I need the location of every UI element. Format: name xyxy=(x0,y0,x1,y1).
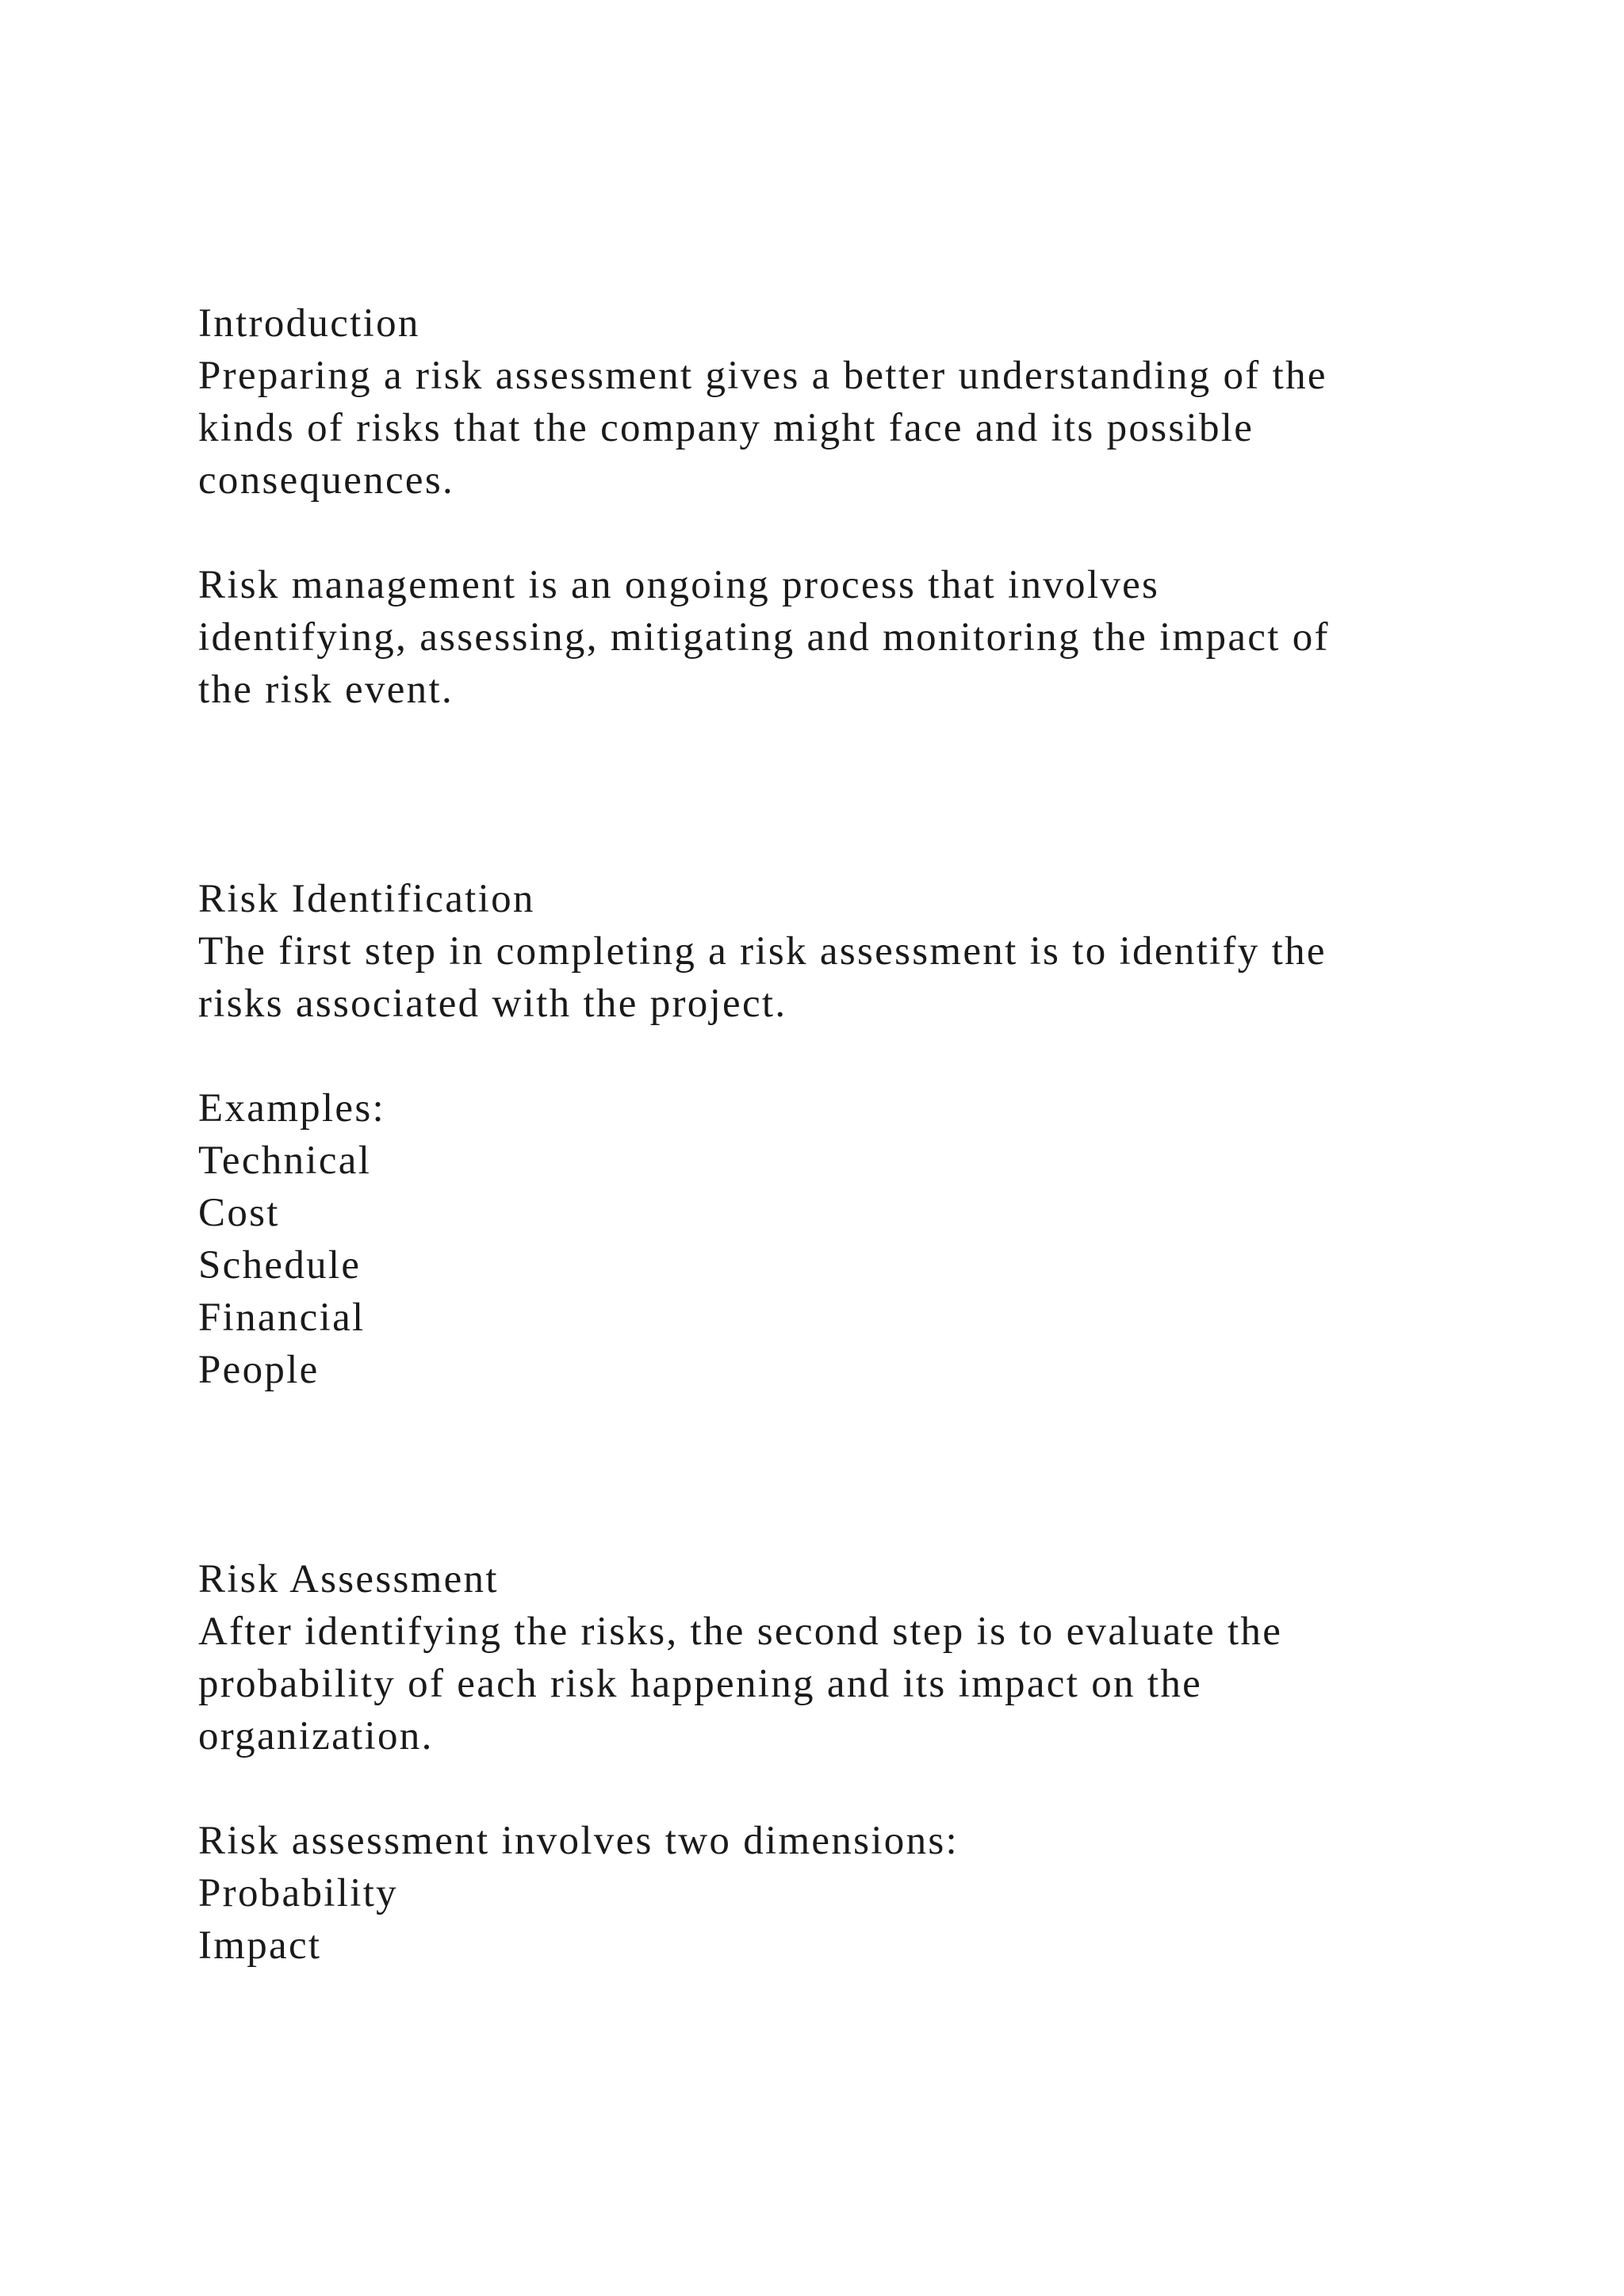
dimensions-label: Risk assessment involves two dimensions: xyxy=(198,1819,959,1863)
risk-identification-heading: Risk Identification xyxy=(198,877,535,921)
blank-line xyxy=(198,507,1499,559)
example-item: Cost xyxy=(198,1191,280,1235)
document-body xyxy=(198,297,1499,1972)
example-item: People xyxy=(198,1348,320,1392)
introduction-paragraph-line: kinds of risks that the company might face and its possible xyxy=(198,406,1254,450)
risk-identification-paragraph-line: risks associated with the project. xyxy=(198,982,787,1026)
example-item: Schedule xyxy=(198,1243,362,1288)
risk-management-paragraph-line: Risk management is an ongoing process that involves xyxy=(198,563,1160,607)
blank-line xyxy=(198,1030,1499,1082)
blank-line xyxy=(198,821,1499,873)
blank-line xyxy=(198,1448,1499,1501)
blank-line xyxy=(198,768,1499,821)
dimension-item: Impact xyxy=(198,1923,322,1968)
blank-line xyxy=(198,1762,1499,1815)
risk-management-paragraph-line: identifying, assessing, mitigating and monitoring the impact of xyxy=(198,615,1330,660)
risk-assessment-heading: Risk Assessment xyxy=(198,1557,499,1601)
risk-assessment-paragraph-line: After identifying the risks, the second step is to evaluate the xyxy=(198,1609,1283,1654)
example-item: Financial xyxy=(198,1295,366,1340)
risk-assessment-paragraph-line: probability of each risk happening and its impact on the xyxy=(198,1662,1203,1706)
examples-label: Examples: xyxy=(198,1086,385,1131)
risk-management-paragraph-line: the risk event. xyxy=(198,668,454,712)
dimension-item: Probability xyxy=(198,1871,398,1915)
blank-line xyxy=(198,1501,1499,1553)
introduction-paragraph-line: consequences. xyxy=(198,458,455,503)
blank-line xyxy=(198,716,1499,768)
risk-assessment-paragraph-line: organization. xyxy=(198,1714,434,1758)
example-item: Technical xyxy=(198,1138,372,1183)
introduction-paragraph-line: Preparing a risk assessment gives a better understanding of the xyxy=(198,354,1327,398)
risk-identification-paragraph-line: The first step in completing a risk assessment is to identify the xyxy=(198,929,1327,974)
blank-line xyxy=(198,1396,1499,1448)
introduction-heading: Introduction xyxy=(198,301,420,346)
